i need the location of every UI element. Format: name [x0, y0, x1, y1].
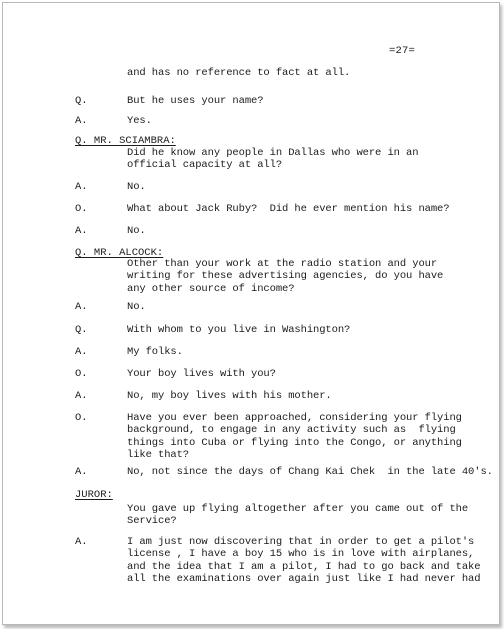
- transcript-line-4-text: Did he know any people in Dallas who were in an official capacity at all?: [127, 147, 419, 172]
- transcript-line-15-text: No, not since the days of Chang Kai Chek in the late 40's.: [127, 466, 493, 478]
- transcript-line-6-speaker: O.: [75, 203, 88, 215]
- transcript-line-10-text: With whom to you live in Washington?: [127, 324, 351, 336]
- transcript-line-5-speaker: A.: [75, 181, 88, 193]
- transcript-line-9-speaker: A.: [75, 301, 88, 313]
- speaker-header-juror: JUROR:: [75, 489, 113, 501]
- speaker-header-alcock: Q. MR. ALCOCK:: [75, 247, 164, 259]
- transcript-line-3-text: Yes.: [127, 115, 152, 127]
- transcript-line-7-speaker: A.: [75, 225, 88, 237]
- transcript-line-11-speaker: A.: [75, 346, 88, 358]
- speaker-header-sciambra: Q. MR. SCIAMBRA:: [75, 135, 176, 147]
- transcript-line-6-text: What about Jack Ruby? Did he ever mention his name?: [127, 203, 450, 215]
- transcript-line-9-text: No.: [127, 301, 146, 313]
- transcript-line-17-text: I am just now discovering that in order to get a pilot's license , I have a boy 15 who is in love with airplanes, and the idea that I am a pilot, I had to go back and take all the examinations over again just like I had never had: [127, 536, 481, 586]
- transcript-line-10-speaker: Q.: [75, 324, 88, 336]
- transcript-line-11-text: My folks.: [127, 346, 183, 358]
- transcript-line-17-speaker: A.: [75, 536, 88, 548]
- transcript-line-12-text: Your boy lives with you?: [127, 368, 276, 380]
- transcript-line-7-text: No.: [127, 225, 146, 237]
- transcript-line-14-text: Have you ever been approached, considering your flying background, to engage in any activity such as flying things into Cuba or flying into the Congo, or anything like that?: [127, 412, 462, 462]
- transcript-line-1-text: and has no reference to fact at all.: [127, 67, 351, 79]
- transcript-line-13-speaker: A.: [75, 390, 88, 402]
- transcript-line-5-text: No.: [127, 181, 146, 193]
- transcript-line-13-text: No, my boy lives with his mother.: [127, 390, 332, 402]
- transcript-line-8-text: Other than your work at the radio station and your writing for these advertising agencies, do you have any other source of income?: [127, 258, 444, 295]
- document-page: [2, 2, 500, 625]
- transcript-line-2-text: But he uses your name?: [127, 95, 264, 107]
- transcript-line-14-speaker: O.: [75, 412, 88, 424]
- transcript-line-12-speaker: O.: [75, 368, 88, 380]
- transcript-line-16-text: You gave up flying altogether after you came out of the Service?: [127, 503, 469, 528]
- transcript-line-3-speaker: A.: [75, 115, 88, 127]
- transcript-line-15-speaker: A.: [75, 466, 88, 478]
- page-number: =27=: [389, 45, 416, 57]
- transcript-line-2-speaker: Q.: [75, 95, 88, 107]
